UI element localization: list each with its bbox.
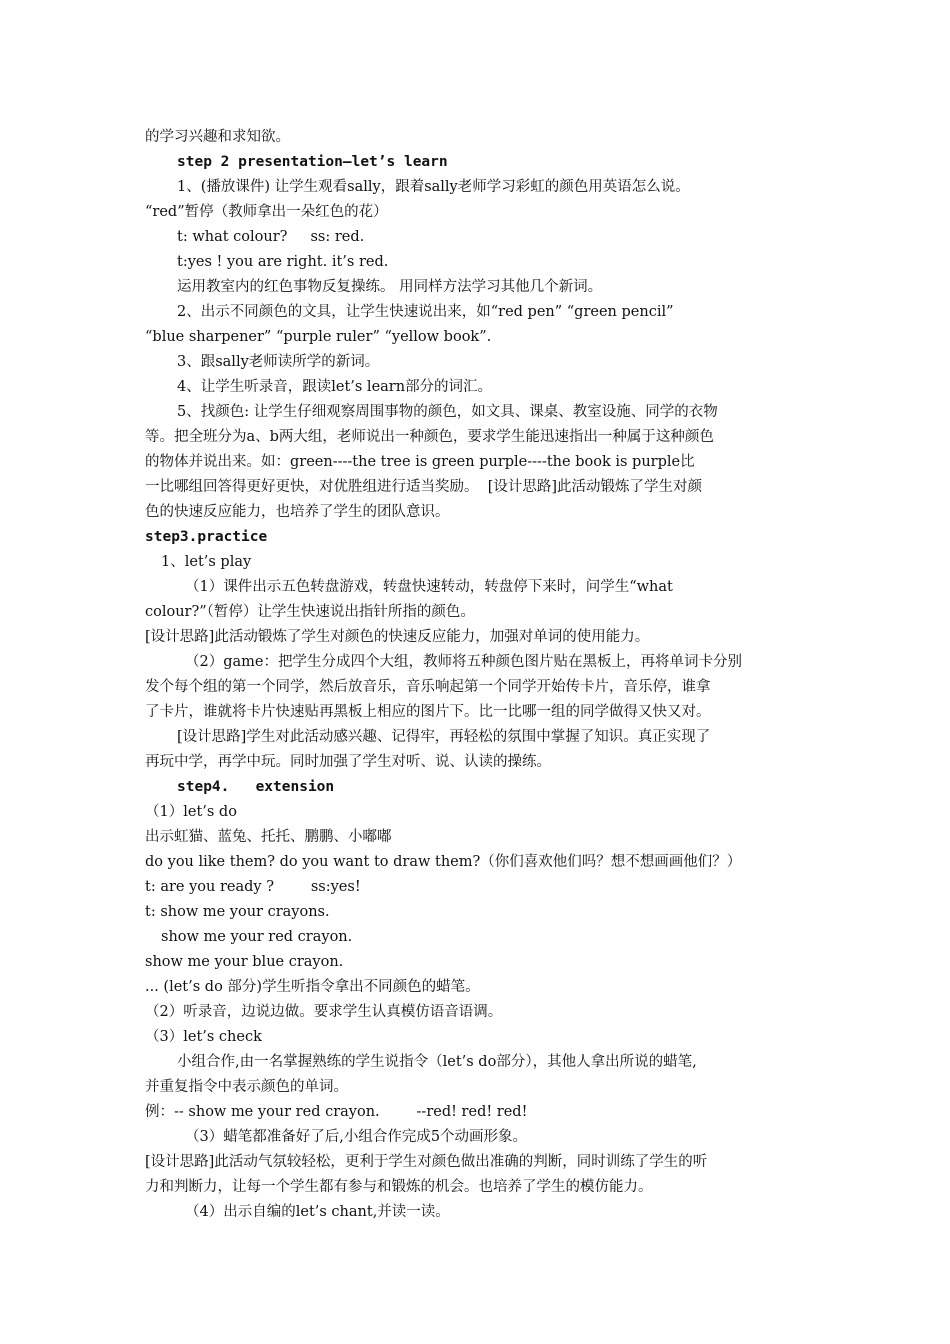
text-line: 小组合作,由一名掌握熟练的学生说指令（let’s do部分），其他人拿出所说的蜡笔, (177, 1054, 697, 1070)
text-line: 了卡片，谁就将卡片快速贴再黑板上相应的图片下。比一比哪一组的同学做得又快又对。 (145, 704, 711, 720)
section-heading: step3.practice (145, 529, 268, 545)
text-line: 1、(播放课件) 让学生观看sally，跟着sally老师学习彩虹的颜色用英语怎么说。 (177, 179, 690, 195)
text-line: 5、找颜色: 让学生仔细观察周围事物的颜色，如文具、课桌、教室设施、同学的衣物 (177, 404, 718, 420)
text-line: ... (let’s do 部分)学生听指令拿出不同颜色的蜡笔。 (145, 979, 480, 995)
section-heading: step 2 presentation—let’s learn (177, 154, 448, 170)
text-line: t: show me your crayons. (145, 904, 330, 920)
text-line: 出示虹猫、蓝兔、托托、鹏鹏、小嘟嘟 (145, 829, 392, 845)
text-line: 4、让学生听录音，跟读let’s learn部分的词汇。 (177, 379, 493, 395)
text-line: 运用教室内的红色事物反复操练。 用同样方法学习其他几个新词。 (177, 279, 603, 295)
text-line: 2、出示不同颜色的文具，让学生快速说出来，如“red pen” “green pencil” (177, 304, 674, 320)
text-line: 发个每个组的第一个同学，然后放音乐，音乐响起第一个同学开始传卡片，音乐停，谁拿 (145, 679, 711, 695)
text-line: 色的快速反应能力，也培养了学生的团队意识。 (145, 504, 450, 520)
text-line: 并重复指令中表示颜色的单词。 (145, 1079, 348, 1095)
text-line: （1）课件出示五色转盘游戏，转盘快速转动，转盘停下来时，问学生“what (185, 579, 673, 595)
text-line: 的学习兴趣和求知欲。 (145, 129, 290, 145)
text-line: [设计思路]此活动气氛较轻松，更利于学生对颜色做出准确的判断，同时训练了学生的听 (145, 1154, 708, 1170)
text-line: [设计思路]学生对此活动感兴趣、记得牢，再轻松的氛围中掌握了知识。真正实现了 (177, 729, 711, 745)
text-line: show me your red crayon. (161, 929, 353, 945)
text-line: （2）听录音，边说边做。要求学生认真模仿语音语调。 (145, 1004, 503, 1020)
text-line: [设计思路]此活动锻炼了学生对颜色的快速反应能力，加强对单词的使用能力。 (145, 629, 650, 645)
text-line: （4）出示自编的let’s chant,并读一读。 (185, 1204, 450, 1220)
text-line: 等。把全班分为a、b两大组，老师说出一种颜色，要求学生能迅速指出一种属于这种颜色 (145, 429, 714, 445)
text-line: 1、let’s play (161, 554, 252, 570)
text-line: 3、跟sally老师读所学的新词。 (177, 354, 380, 370)
text-line: 力和判断力，让每一个学生都有参与和锻炼的机会。也培养了学生的模仿能力。 (145, 1179, 653, 1195)
text-line: t: are you ready ? ss:yes! (145, 879, 361, 895)
section-heading: step4. extension (177, 779, 335, 795)
text-line: “red”暂停（教师拿出一朵红色的花） (145, 204, 388, 220)
text-line: colour?”（暂停）让学生快速说出指针所指的颜色。 (145, 604, 475, 620)
text-line: （3）蜡笔都准备好了后,小组合作完成5个动画形象。 (185, 1129, 528, 1145)
text-line: 的物体并说出来。如：green----the tree is green purple----the book is purple比 (145, 454, 695, 470)
text-line: do you like them? do you want to draw them?（你们喜欢他们吗？想不想画画他们？） (145, 854, 742, 870)
text-line: （1）let’s do (145, 804, 237, 820)
text-line: “blue sharpener” “purple ruler” “yellow book”. (145, 329, 492, 345)
text-line: （3）let’s check (145, 1029, 262, 1045)
text-line: 再玩中学，再学中玩。同时加强了学生对听、说、认读的操练。 (145, 754, 551, 770)
text-line: 例：-- show me your red crayon. --red! red! red! (145, 1104, 528, 1120)
text-line: （2）game：把学生分成四个大组，教师将五种颜色图片贴在黑板上，再将单词卡分别 (185, 654, 742, 670)
text-line: t:yes ! you are right. it’s red. (177, 254, 389, 270)
text-line: t: what colour? ss: red. (177, 229, 365, 245)
text-line: 一比哪组回答得更好更快，对优胜组进行适当奖励。 [设计思路]此活动锻炼了学生对颜 (145, 479, 703, 495)
text-line: show me your blue crayon. (145, 954, 344, 970)
